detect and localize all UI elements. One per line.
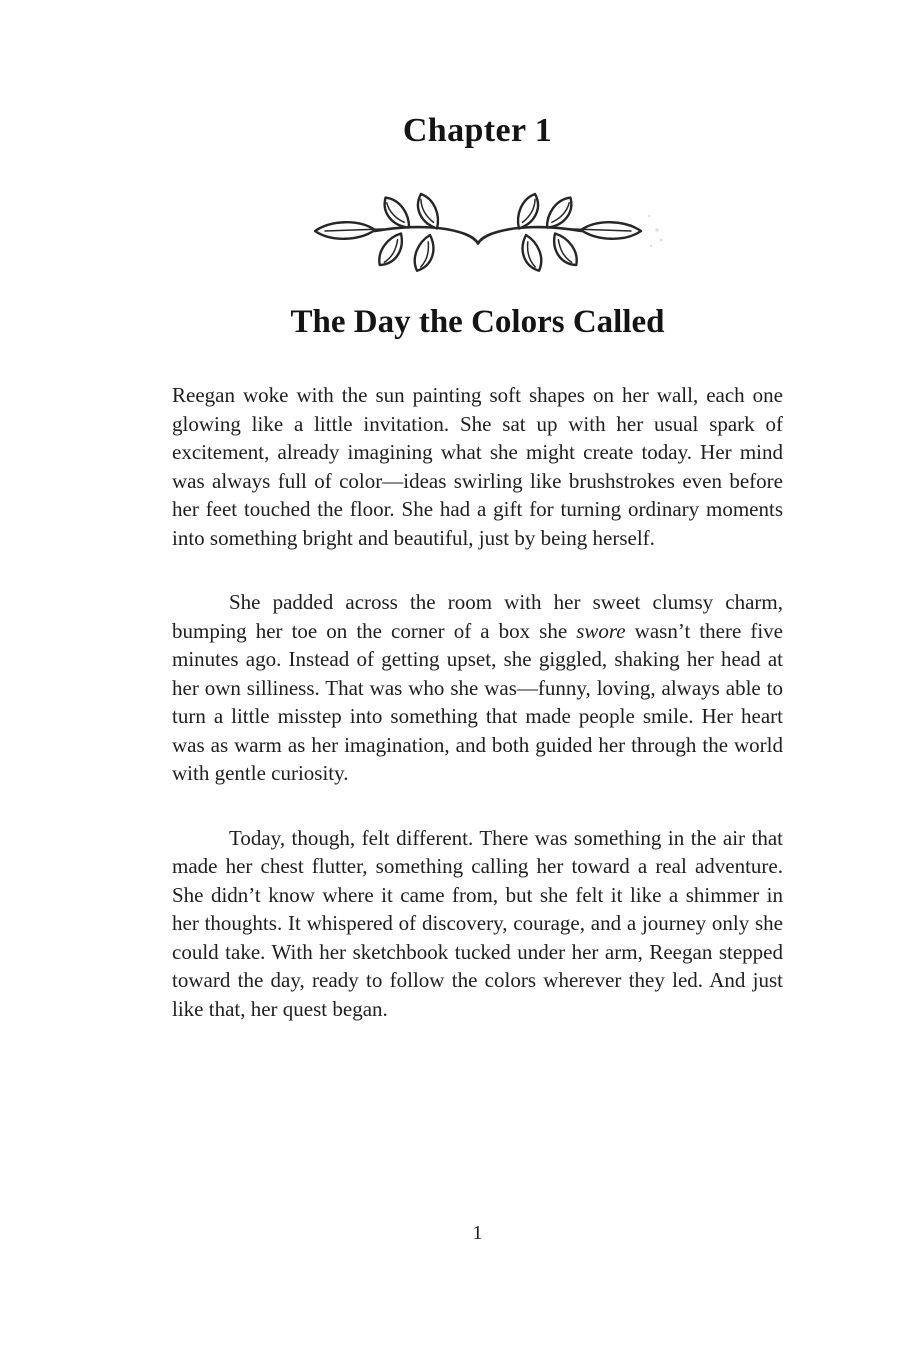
paragraph-1 <box>172 381 783 552</box>
chapter-heading: Chapter 1 <box>402 112 553 149</box>
paragraph-2-text-a: She padded across the room with her sweet clumsy charm, bumping her toe on the corner of a box she <box>172 590 783 643</box>
chapter-ornament <box>172 196 783 268</box>
paragraph-2-text-b: wasn’t there five minutes ago. Instead of getting upset, she giggled, shaking her head at her own silliness. That was who she was—funny, loving, always able to turn a little misstep into something that made people smile. Her heart was as warm as her imagination, and both guided her through the world with gentle curiosity. <box>172 618 783 785</box>
paragraph-3 <box>172 824 783 1024</box>
paragraph-1-text: Reegan woke with the sun painting soft shapes on her wall, each one glowing like a little invitation. She sat up with her usual spark of excitement, already imagining what she might create today. Her mind was always full of color—ideas swirling like brushstrokes even before her feet touched the floor. She had a gift for turning ordinary moments into something bright and beautiful, just by being herself. <box>172 383 783 550</box>
body-text <box>172 381 783 1023</box>
text-column <box>172 112 783 1023</box>
paragraph-3-text: Today, though, felt different. There was something in the air that made her chest flutter, something calling her toward a real adventure. She didn’t know where it came from, but she felt it like a shimmer in her thoughts. It whispered of discovery, courage, and a journey only she could take. With her sketchbook tucked under her arm, Reegan stepped toward the day, ready to follow the colors wherever they led. And just like that, her quest began. <box>172 825 783 1021</box>
chapter-title: The Day the Colors Called <box>290 304 665 340</box>
paragraph-2 <box>172 588 783 788</box>
scan-speckles <box>647 215 662 248</box>
laurel-branch-divider-icon <box>313 196 643 213</box>
paragraph-2-italic-word: swore <box>576 618 626 643</box>
page-number: 1 <box>472 1222 483 1244</box>
